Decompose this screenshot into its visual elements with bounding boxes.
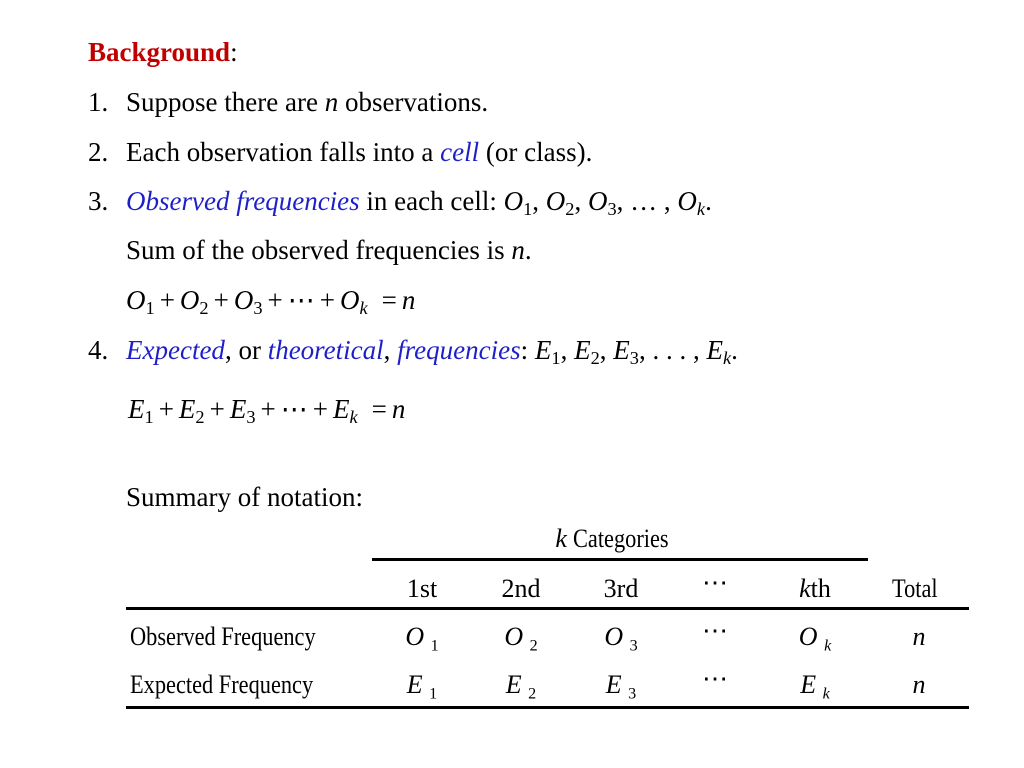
item-number: 2.: [88, 137, 109, 167]
header-rule: [126, 607, 969, 610]
sum-statement: Sum of the observed frequencies is n.: [126, 235, 532, 265]
highlight-term: theoretical: [267, 335, 384, 365]
bottom-rule: [126, 706, 969, 709]
list-item-1: [88, 86, 108, 118]
highlight-term: frequencies: [397, 335, 521, 365]
item-number: 1.: [88, 87, 109, 117]
group-header: k Categories: [555, 524, 670, 553]
section-title: Background:: [88, 37, 238, 67]
header-kth: kth: [799, 574, 831, 603]
cell-o-dots: ⋯: [702, 616, 728, 645]
cell-e1: E $_1$: [406, 670, 438, 703]
list-item-2-text: Each observation falls into a cell (or class).: [126, 137, 593, 167]
header-dots: ⋯: [702, 568, 728, 597]
list-item-2: [88, 136, 108, 168]
cell-e-total: n: [912, 670, 926, 699]
group-rule: [372, 558, 868, 561]
background-heading: Background: [88, 37, 231, 67]
header-1st: 1st: [406, 574, 438, 603]
observed-sum-equation: $O_1 + O_2 + O_3$ + ⋯ + $O_k = n$: [126, 285, 416, 319]
header-3rd: 3rd: [603, 574, 639, 603]
cell-ek: E $_k$: [800, 670, 830, 703]
expected-sum-equation: $E_1 + E_2 + E_3$ + ⋯ + $E_k = n$: [128, 394, 406, 428]
row-label-observed: Observed Frequency: [130, 622, 316, 651]
header-2nd: 2nd: [501, 574, 541, 603]
row-label-expected: Expected Frequency: [130, 670, 314, 699]
cell-o3: O $_3$: [604, 622, 638, 655]
cell-e-dots: ⋯: [702, 664, 728, 693]
summary-label: Summary of notation:: [126, 482, 363, 512]
item-number: 4.: [88, 335, 109, 365]
item-number: 3.: [88, 186, 109, 216]
cell-e2: E $_2$: [505, 670, 537, 703]
highlight-term: Expected: [126, 335, 225, 365]
cell-e3: E $_3$: [605, 670, 637, 703]
highlight-term: cell: [440, 137, 480, 167]
list-item-3: [88, 185, 108, 217]
cell-o2: O $_2$: [504, 622, 538, 655]
list-item-4-text: Expected, or theoretical, frequencies: $E_1$, $E_2$, $E_3$, . . . , $E_k$.: [126, 335, 738, 369]
list-item-1-text: Suppose there are n observations.: [126, 87, 489, 117]
cell-ok: O $_k$: [798, 622, 832, 655]
list-item-3-text: Observed frequencies in each cell: $O_1$, $O_2$, $O_3$, … , $O_k$.: [126, 186, 712, 220]
highlight-term: Observed frequencies: [126, 186, 360, 216]
header-total: Total: [892, 574, 939, 603]
cell-o1: O $_1$: [405, 622, 439, 655]
cell-o-total: n: [912, 622, 926, 651]
list-item-4: [88, 334, 108, 366]
